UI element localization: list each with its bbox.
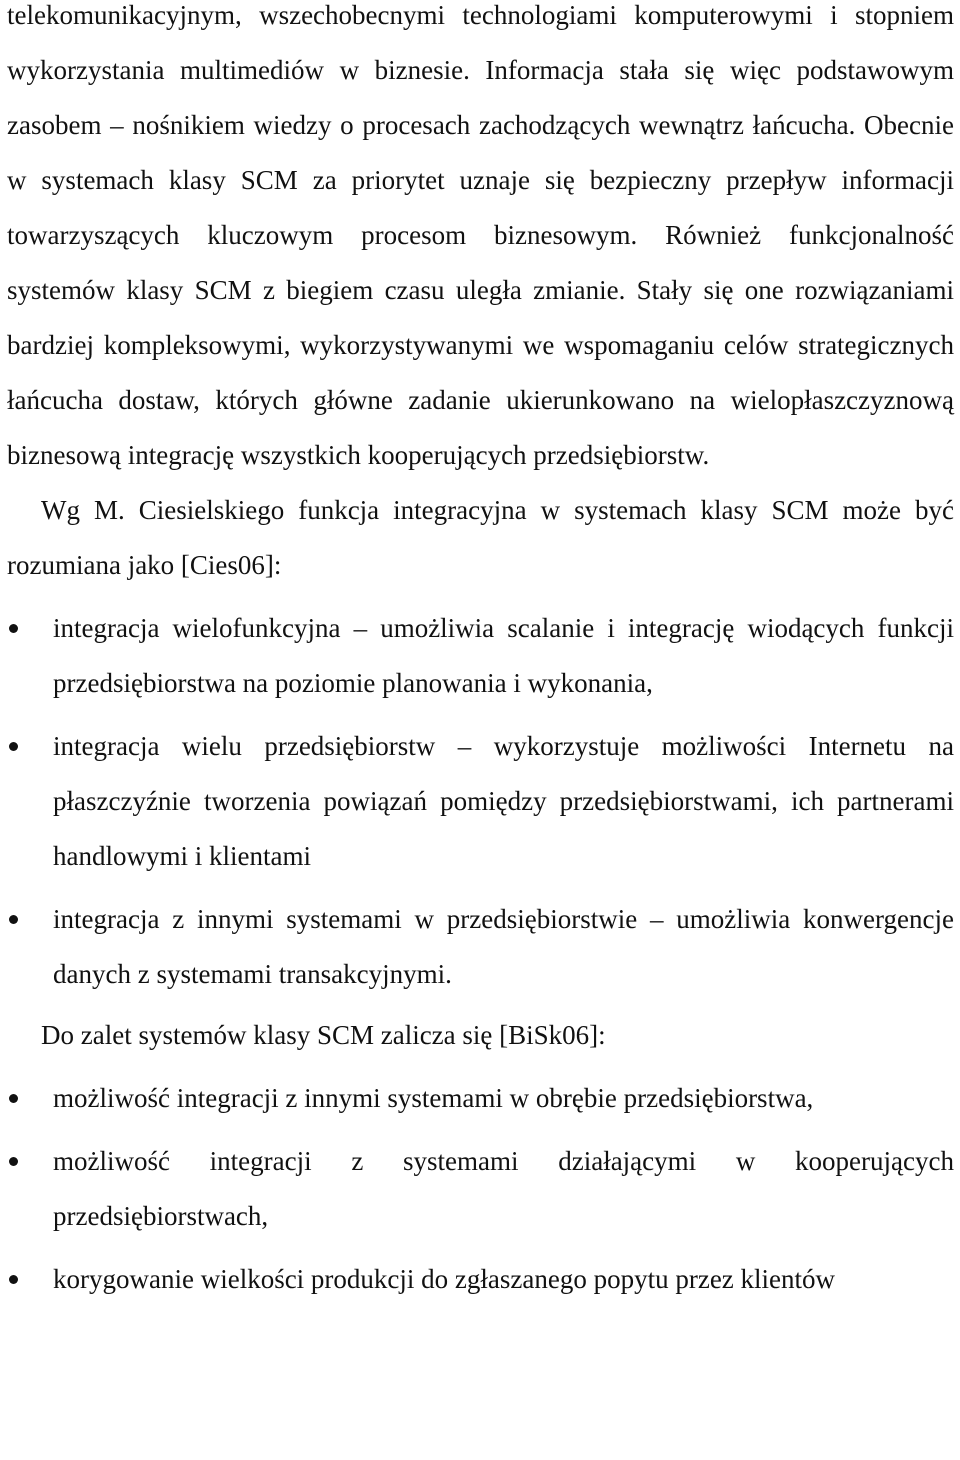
list-item	[7, 892, 954, 1002]
list-item-text: integracja wielofunkcyjna – umożliwia scalanie i integrację wiodących funkcji przedsiębiorstwa na poziomie planowania i wykonania,	[53, 613, 954, 698]
bullet-icon	[9, 915, 18, 924]
integration-list	[7, 601, 954, 1002]
bullet-icon	[9, 1157, 18, 1166]
body-paragraph: Wg M. Ciesielskiego funkcja integracyjna w systemach klasy SCM może być rozumiana jako [Cies06]:	[7, 495, 954, 580]
bullet-icon	[9, 742, 18, 751]
list-item	[7, 601, 954, 711]
bullet-icon	[9, 1094, 18, 1103]
list-item	[7, 1071, 954, 1126]
list-item-text: korygowanie wielkości produkcji do zgłaszanego popytu przez klientów	[53, 1264, 836, 1294]
list-item-text: integracja z innymi systemami w przedsiębiorstwie – umożliwia konwergencje danych z systemami transakcyjnymi.	[53, 904, 954, 989]
list-item	[7, 719, 954, 884]
bullet-icon	[9, 1275, 18, 1284]
list-item-text: integracja wielu przedsiębiorstw – wykorzystuje możliwości Internetu na płaszczyźnie tworzenia powiązań pomiędzy przedsiębiorstwami, ich partnerami handlowymi i klientami	[53, 731, 954, 871]
body-paragraph: telekomunikacyjnym, wszechobecnymi technologiami komputerowymi i stopniem wykorzystania multimediów w biznesie. Informacja stała się więc podstawowym zasobem – nośnikiem wiedzy o procesach zachodzących wewnątrz łańcucha. Obecnie w systemach klasy SCM za priorytet uznaje się bezpieczny przepływ informacji towarzyszących kluczowym procesom biznesowym. Również funkcjonalność systemów klasy SCM z biegiem czasu uległa zmianie. Stały się one rozwiązaniami bardziej kompleksowymi, wykorzystywanymi we wspomaganiu celów strategicznych łańcucha dostaw, których główne zadanie ukierunkowano na wielopłaszczyznową biznesową integrację wszystkich kooperujących przedsiębiorstw.	[7, 0, 954, 470]
list-item	[7, 1134, 954, 1244]
advantages-list	[7, 1071, 954, 1307]
list-item	[7, 1252, 954, 1307]
list-item-text: możliwość integracji z systemami działającymi w kooperujących przedsiębiorstwach,	[53, 1146, 954, 1231]
body-paragraph: Do zalet systemów klasy SCM zalicza się [BiSk06]:	[41, 1020, 606, 1050]
bullet-icon	[9, 624, 18, 633]
list-item-text: możliwość integracji z innymi systemami w obrębie przedsiębiorstwa,	[53, 1083, 814, 1113]
